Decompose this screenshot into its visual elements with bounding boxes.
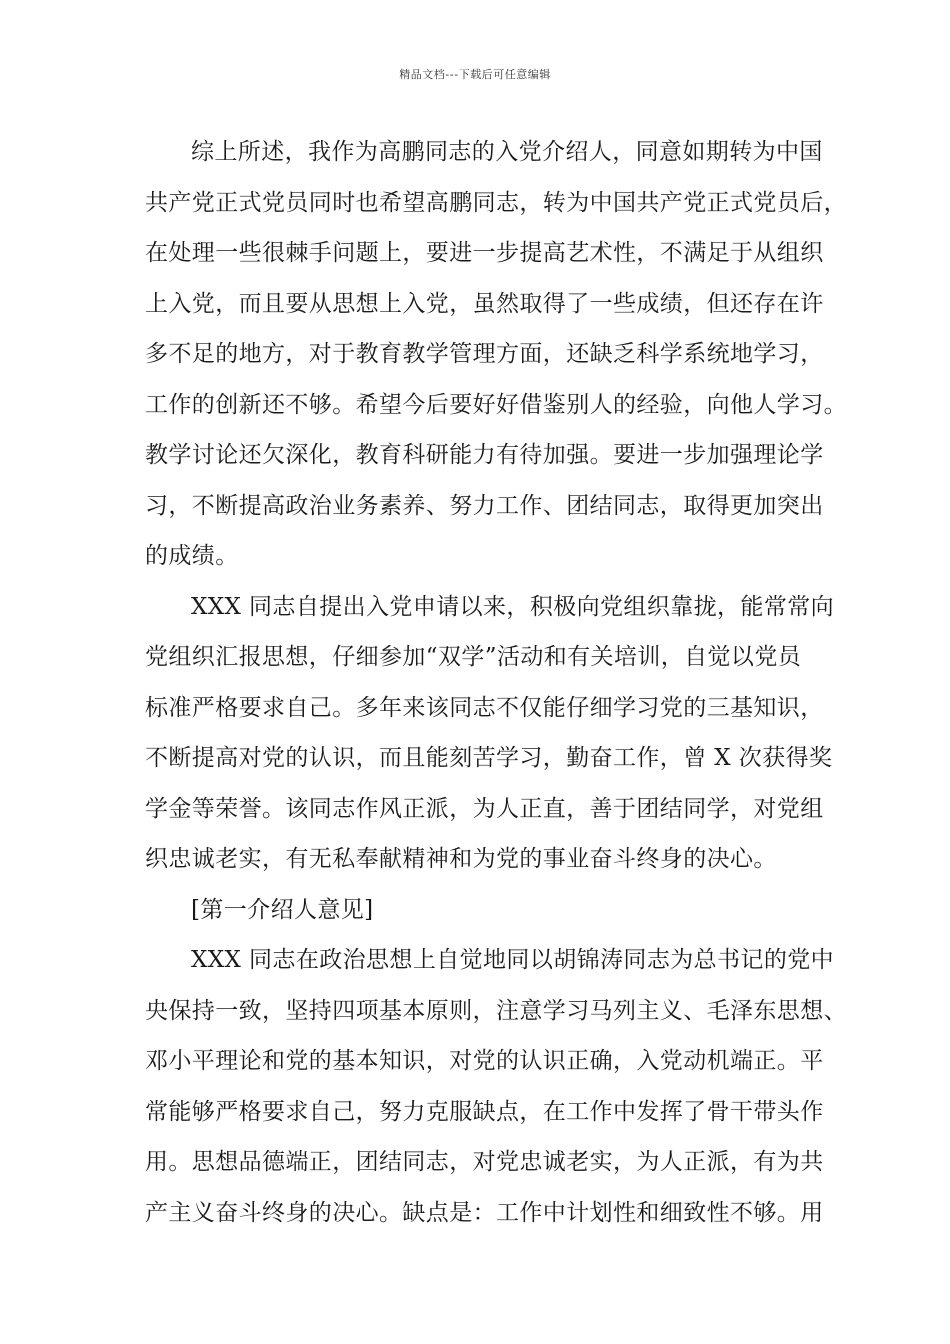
text-line: 工作的创新还不够。希望今后要好好借鉴别人的经验，向他人学习。 xyxy=(145,391,847,418)
text-line: 的成绩。 xyxy=(145,543,239,569)
text-line: 学金等荣誉。该同志作风正派，为人正直，善于团结同学，对党组 xyxy=(145,795,824,822)
document-body xyxy=(145,127,847,1238)
text-line: 上入党，而且要从思想上入党，虽然取得了一些成绩，但还存在许 xyxy=(145,290,824,317)
text-line: 用。思想品德端正，团结同志，对党忠诚老实，为人正派，有为共 xyxy=(145,1149,824,1175)
text-line: 共产党正式党员同时也希望高鹏同志，转为中国共产党正式党员后， xyxy=(145,189,847,216)
text-line: 多不足的地方，对于教育教学管理方面，还缺乏科学系统地学习， xyxy=(145,341,824,367)
text-line: 常能够严格要求自己，努力克服缺点，在工作中发挥了骨干带头作 xyxy=(145,1098,824,1125)
text-line: 不断提高对党的认识，而且能刻苦学习，勤奋工作，曾 X 次获得奖 xyxy=(145,745,833,771)
page-header: 精品文档---下载后可任意编辑 xyxy=(399,68,551,81)
text-line: XXX 同志自提出入党申请以来，积极向党组织靠拢，能常常向 xyxy=(191,593,835,620)
text-line: 产主义奋斗终身的决心。缺点是：工作中计划性和细致性不够。用 xyxy=(145,1199,824,1226)
text-line: 在处理一些很棘手问题上，要进一步提高艺术性，不满足于从组织 xyxy=(145,240,824,266)
text-line: 标准严格要求自己。多年来该同志不仅能仔细学习党的三基知识， xyxy=(145,694,824,721)
text-line: XXX 同志在政治思想上自觉地同以胡锦涛同志为总书记的党中 xyxy=(191,947,835,973)
text-line: 习，不断提高政治业务素养、努力工作、团结同志，取得更加突出 xyxy=(145,492,824,519)
section-heading: [第一介绍人意见] xyxy=(191,896,374,923)
text-line: 教学讨论还欠深化，教育科研能力有待加强。要进一步加强理论学 xyxy=(145,442,824,468)
text-line: 党组织汇报思想，仔细参加“双学”活动和有关培训，自觉以党员 xyxy=(145,644,802,670)
text-line: 央保持一致，坚持四项基本原则，注意学习马列主义、毛泽东思想、 xyxy=(145,997,847,1024)
text-line: 综上所述，我作为高鹏同志的入党介绍人，同意如期转为中国 xyxy=(191,139,823,165)
text-line: 邓小平理论和党的基本知识，对党的认识正确，入党动机端正。平 xyxy=(145,1048,824,1074)
text-line: 织忠诚老实，有无私奉献精神和为党的事业奋斗终身的决心。 xyxy=(145,846,777,872)
